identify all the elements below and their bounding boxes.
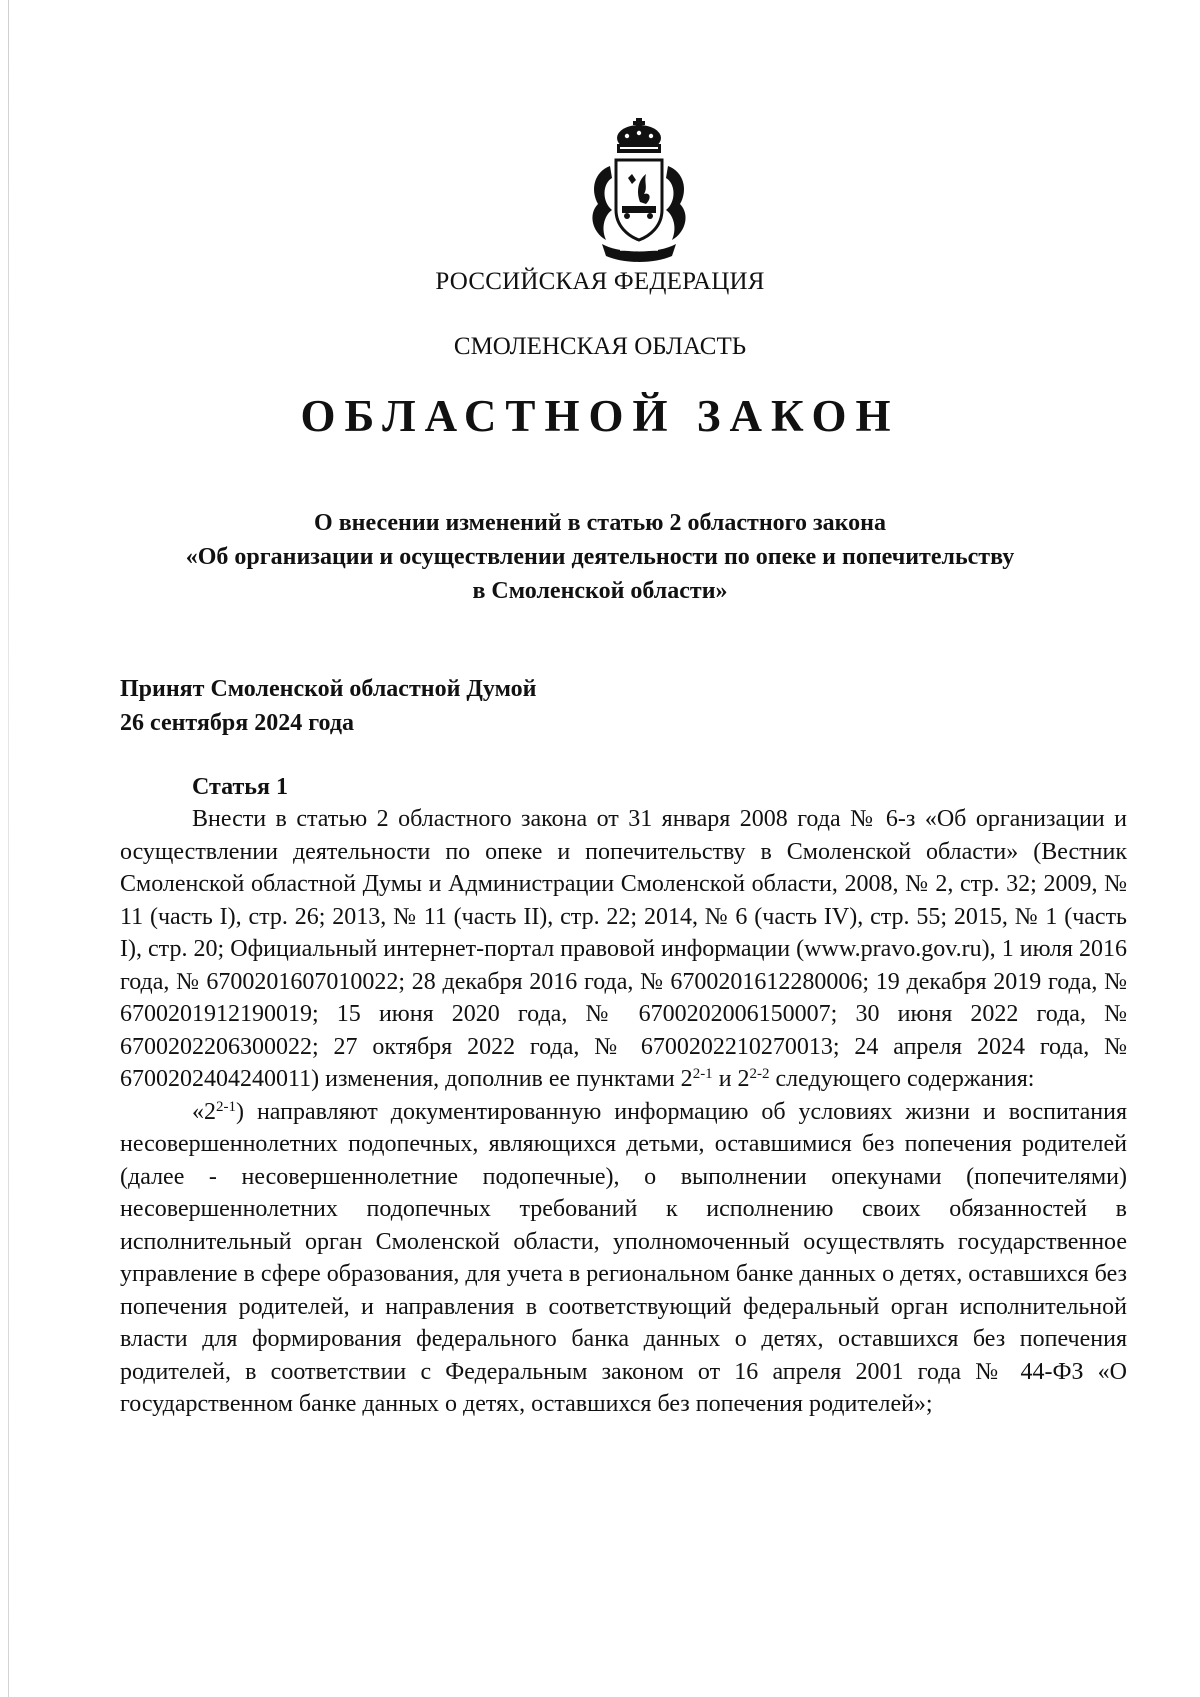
- paragraph-text: следующего содержания:: [769, 1066, 1035, 1092]
- article-body: [120, 803, 1127, 1421]
- superscript: 2-1: [216, 1098, 236, 1115]
- adoption-date: 26 сентября 2024 года: [120, 710, 354, 736]
- header-country: РОССИЙСКАЯ ФЕДЕРАЦИЯ: [435, 268, 765, 295]
- superscript: 2-1: [692, 1066, 713, 1082]
- adoption-body: Принят Смоленской областной Думой: [120, 676, 537, 702]
- law-subject-line: в Смоленской области»: [472, 578, 728, 604]
- paragraph-text: Внести в статью 2 областного закона от 31 января 2008 года № 6-з «Об организации и осуществлении деятельности по опеке и попечительству в Смоленской области» (Вестник Смоленской областной Думы и Администрации Смоленской области, 2008, № 2, стр. 32; 2009, № 11 (часть I), стр. 26; 2013, № 11 (часть II), стр. 22; 2014, № 6 (часть IV), стр. 55; 2015, № 1 (часть I), стр. 20; Официальный интернет-портал правовой информации (www.pravo.gov.ru), 1 июля 2016 года, № 6700201607010022; 28 декабря 2016 года, № 6700201612280006; 19 декабря 2019 года, № 6700201912190019; 15 июня 2020 года, № 6700202006150007; 30 июня 2022 года, № 6700202206300022; 27 октября 2022 года, № 6700202210270013; 24 апреля 2024 года, № 6700202404240011) изменения, дополнив ее пунктами 2: [120, 806, 1127, 1092]
- paragraph-text: и 2: [712, 1066, 750, 1092]
- paragraph-text: ) направляют документированную информацию об условиях жизни и воспитания несовершеннолетних подопечных, являющихся детьми, оставшимися без попечения родителей (далее - несовершеннолетние подопечные), о выполнении опекунами (попечителями) несовершеннолетних подопечных требований к исполнению своих обязанностей в исполнительный орган Смоленской области, уполномоченный осуществлять государственное управление в сфере образования, для учета в региональном банке данных о детях, оставшихся без попечения родителей, и направления в соответствующий федеральный орган исполнительной власти для формирования федерального банка данных о детях, оставшихся без попечения родителей, в соответствии с Федеральным законом от 16 апреля 2001 года № 44-ФЗ «О государственном банке данных о детях, оставшихся без попечения родителей»;: [120, 1098, 1127, 1417]
- article-title: Статья 1: [192, 774, 288, 800]
- superscript: 2-2: [749, 1066, 770, 1082]
- law-subject-line: «Об организации и осуществлении деятельности по опеке и попечительству: [185, 544, 1015, 570]
- article-paragraph: [120, 1096, 1127, 1421]
- paragraph-text: «2: [192, 1098, 216, 1125]
- smolensk-coat-of-arms-icon: [580, 118, 698, 266]
- law-subject-line: О внесении изменений в статью 2 областного закона: [314, 510, 886, 536]
- law-subject: [120, 506, 1080, 608]
- article-paragraph: [120, 803, 1127, 1096]
- document-type-title: ОБЛАСТНОЙ ЗАКОН: [300, 391, 900, 441]
- adoption-note: [120, 672, 820, 740]
- header-region: СМОЛЕНСКАЯ ОБЛАСТЬ: [453, 333, 747, 360]
- scan-edge-line: [8, 0, 9, 1697]
